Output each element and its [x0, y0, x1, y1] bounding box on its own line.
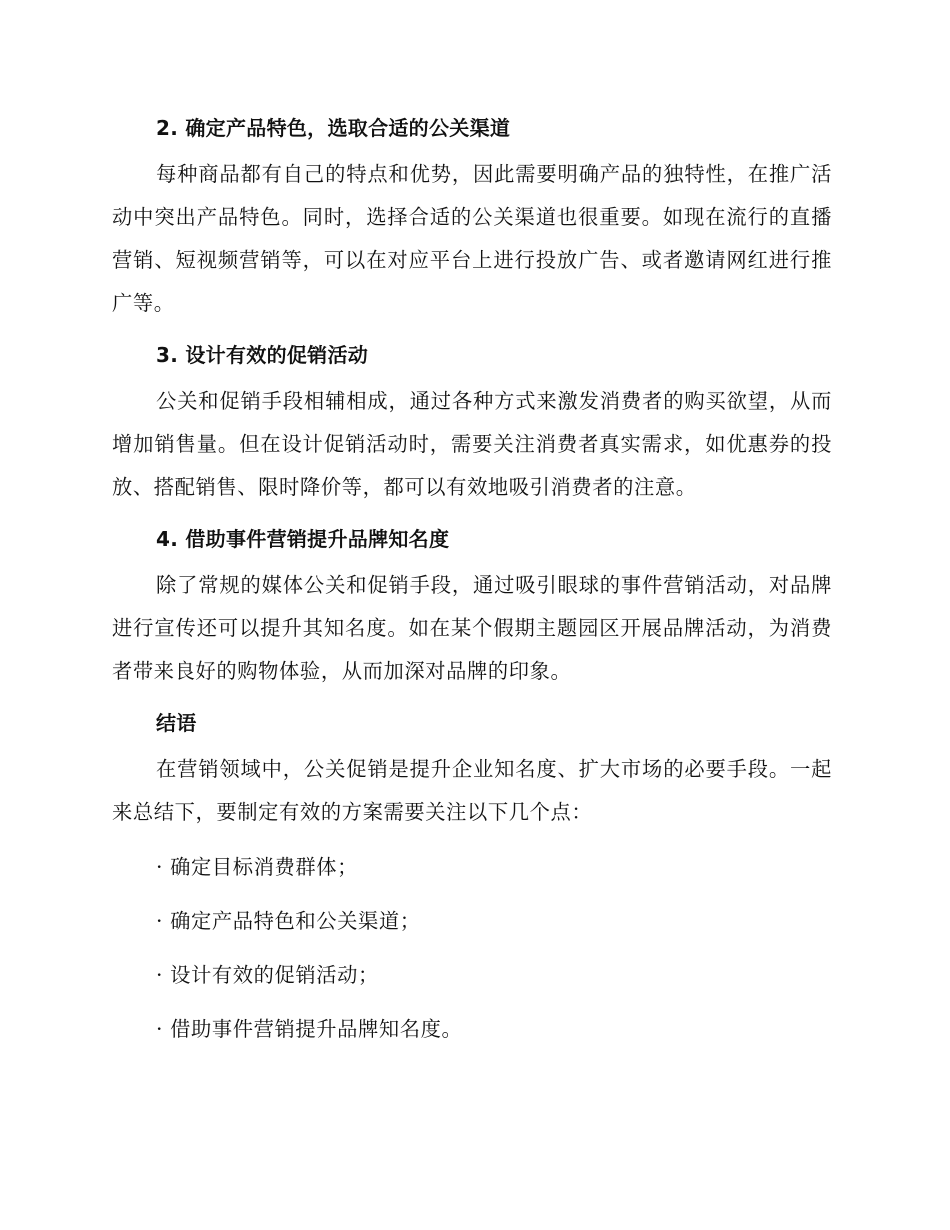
section-promotion-activities: [112, 335, 832, 509]
section-paragraph: 在营销领域中，公关促销是提升企业知名度、扩大市场的必要手段。一起来总结下，要制定有效的方案需要关注以下几个点：: [112, 757, 832, 824]
section-heading: 2. 确定产品特色，选取合适的公关渠道: [156, 116, 511, 140]
list-item: · 借助事件营销提升品牌知名度。: [156, 1017, 463, 1041]
summary-list: [112, 846, 832, 1050]
document-body: [112, 108, 832, 1062]
section-event-marketing: [112, 519, 832, 693]
section-heading: 结语: [156, 711, 197, 735]
section-product-features: [112, 108, 832, 325]
section-heading: 4. 借助事件营销提升品牌知名度: [156, 527, 450, 551]
section-paragraph: 除了常规的媒体公关和促销手段，通过吸引眼球的事件营销活动，对品牌进行宣传还可以提升其知名度。如在某个假期主题园区开展品牌活动，为消费者带来良好的购物体验，从而加深对品牌的印象。: [112, 573, 832, 683]
list-item: · 确定目标消费群体；: [156, 855, 359, 879]
list-item: · 设计有效的促销活动；: [156, 963, 379, 987]
section-paragraph: 公关和促销手段相辅相成，通过各种方式来激发消费者的购买欲望，从而增加销售量。但在设计促销活动时，需要关注消费者真实需求，如优惠券的投放、搭配销售、限时降价等，都可以有效地吸引消费者的注意。: [112, 389, 832, 499]
list-item: · 确定产品特色和公关渠道；: [156, 909, 421, 933]
section-heading: 3. 设计有效的促销活动: [156, 343, 369, 367]
section-conclusion: [112, 703, 832, 1050]
section-paragraph: 每种商品都有自己的特点和优势，因此需要明确产品的独特性，在推广活动中突出产品特色。同时，选择合适的公关渠道也很重要。如现在流行的直播营销、短视频营销等，可以在对应平台上进行投放广告、或者邀请网红进行推广等。: [112, 162, 832, 315]
